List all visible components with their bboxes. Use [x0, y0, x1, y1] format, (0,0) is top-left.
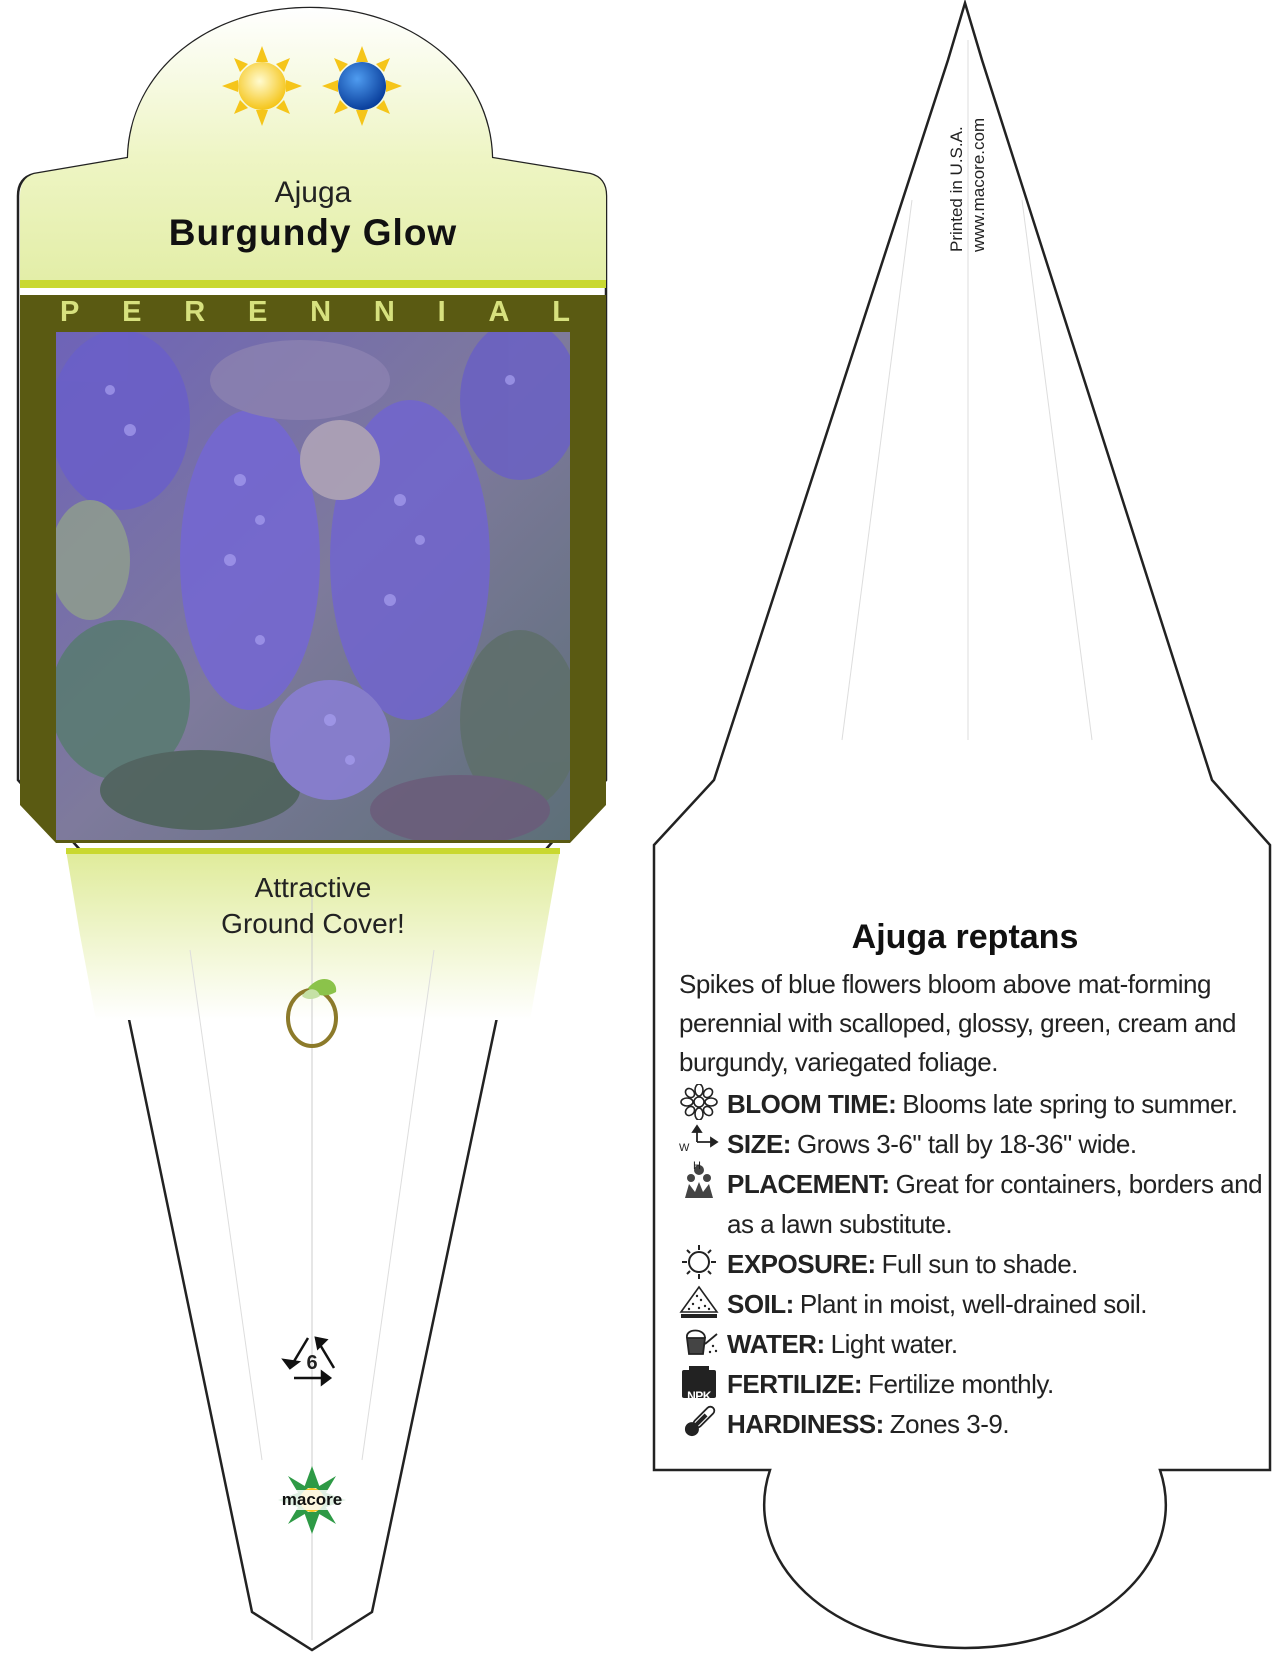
attribute-label: EXPOSURE: — [727, 1249, 876, 1279]
recycle-number: 6 — [306, 1352, 318, 1374]
brand-logo-text: macore — [262, 1490, 362, 1510]
category-letter: E — [248, 296, 268, 328]
soil-icon — [679, 1284, 721, 1320]
attribute-label: BLOOM TIME: — [727, 1089, 897, 1119]
category-letter: R — [184, 296, 206, 328]
tagline-line: Ground Cover! — [221, 908, 405, 939]
attribute-value: Light water. — [830, 1329, 958, 1359]
category-letter: L — [552, 296, 570, 328]
attribute-placement — [679, 1164, 1264, 1244]
category-letter: N — [310, 296, 332, 328]
attribute-exposure — [679, 1244, 1264, 1284]
common-name: Ajuga — [274, 176, 352, 209]
attribute-label: HARDINESS: — [727, 1409, 884, 1439]
attribute-value: Blooms late spring to summer. — [902, 1089, 1238, 1119]
attribute-size — [679, 1124, 1264, 1172]
attribute-label: PLACEMENT: — [727, 1169, 890, 1199]
watering-can-icon — [679, 1324, 721, 1360]
attribute-list — [679, 1084, 1264, 1444]
botanical-name: Ajuga reptans — [851, 918, 1079, 956]
attribute-value: Plant in moist, well-drained soil. — [799, 1289, 1147, 1319]
attribute-bloom-time — [679, 1084, 1264, 1124]
attribute-value: Fertilize monthly. — [868, 1369, 1054, 1399]
full-sun-icon — [222, 46, 302, 126]
attribute-value: Zones 3-9. — [889, 1409, 1010, 1439]
size-w-letter: W — [679, 1142, 689, 1154]
size-arrows-icon — [679, 1124, 721, 1172]
category-letter: N — [373, 296, 395, 328]
attribute-label: SOIL: — [727, 1289, 794, 1319]
attribute-value: Great for containers, borders and as a lawn substitute. — [727, 1169, 1263, 1239]
cultivar-name: Burgundy Glow — [168, 212, 458, 253]
printed-in: Printed in U.S.A. — [947, 126, 966, 252]
description: Spikes of blue flowers bloom above mat-forming perennial with scalloped, glossy, green, cream and burgundy, variegated foliage. — [679, 969, 1236, 1077]
attribute-hardiness — [679, 1404, 1264, 1444]
plant-photo — [50, 320, 580, 845]
tagline-line: Attractive — [254, 872, 372, 903]
attribute-soil — [679, 1284, 1264, 1324]
category-letter: P — [60, 296, 80, 328]
attribute-value: Full sun to shade. — [881, 1249, 1078, 1279]
attribute-label: FERTILIZE: — [727, 1369, 863, 1399]
category-label — [60, 296, 570, 329]
flower-icon — [679, 1084, 721, 1120]
attribute-value: Grows 3-6" tall by 18-36" wide. — [796, 1129, 1137, 1159]
attribute-label: SIZE: — [727, 1129, 791, 1159]
category-letter: A — [488, 296, 510, 328]
attribute-water — [679, 1324, 1264, 1364]
npk-icon — [679, 1364, 721, 1403]
size-h-letter: H — [693, 1160, 701, 1172]
shade-icon — [322, 46, 402, 126]
printed-in-note — [946, 52, 990, 252]
attribute-label: WATER: — [727, 1329, 825, 1359]
npk-text: NPK — [687, 1389, 711, 1403]
tagline — [140, 870, 486, 942]
category-letter: I — [437, 296, 446, 328]
category-letter: E — [122, 296, 142, 328]
attribute-fertilize — [679, 1364, 1264, 1404]
website: www.macore.com — [969, 117, 988, 252]
sun-icon — [679, 1244, 721, 1280]
